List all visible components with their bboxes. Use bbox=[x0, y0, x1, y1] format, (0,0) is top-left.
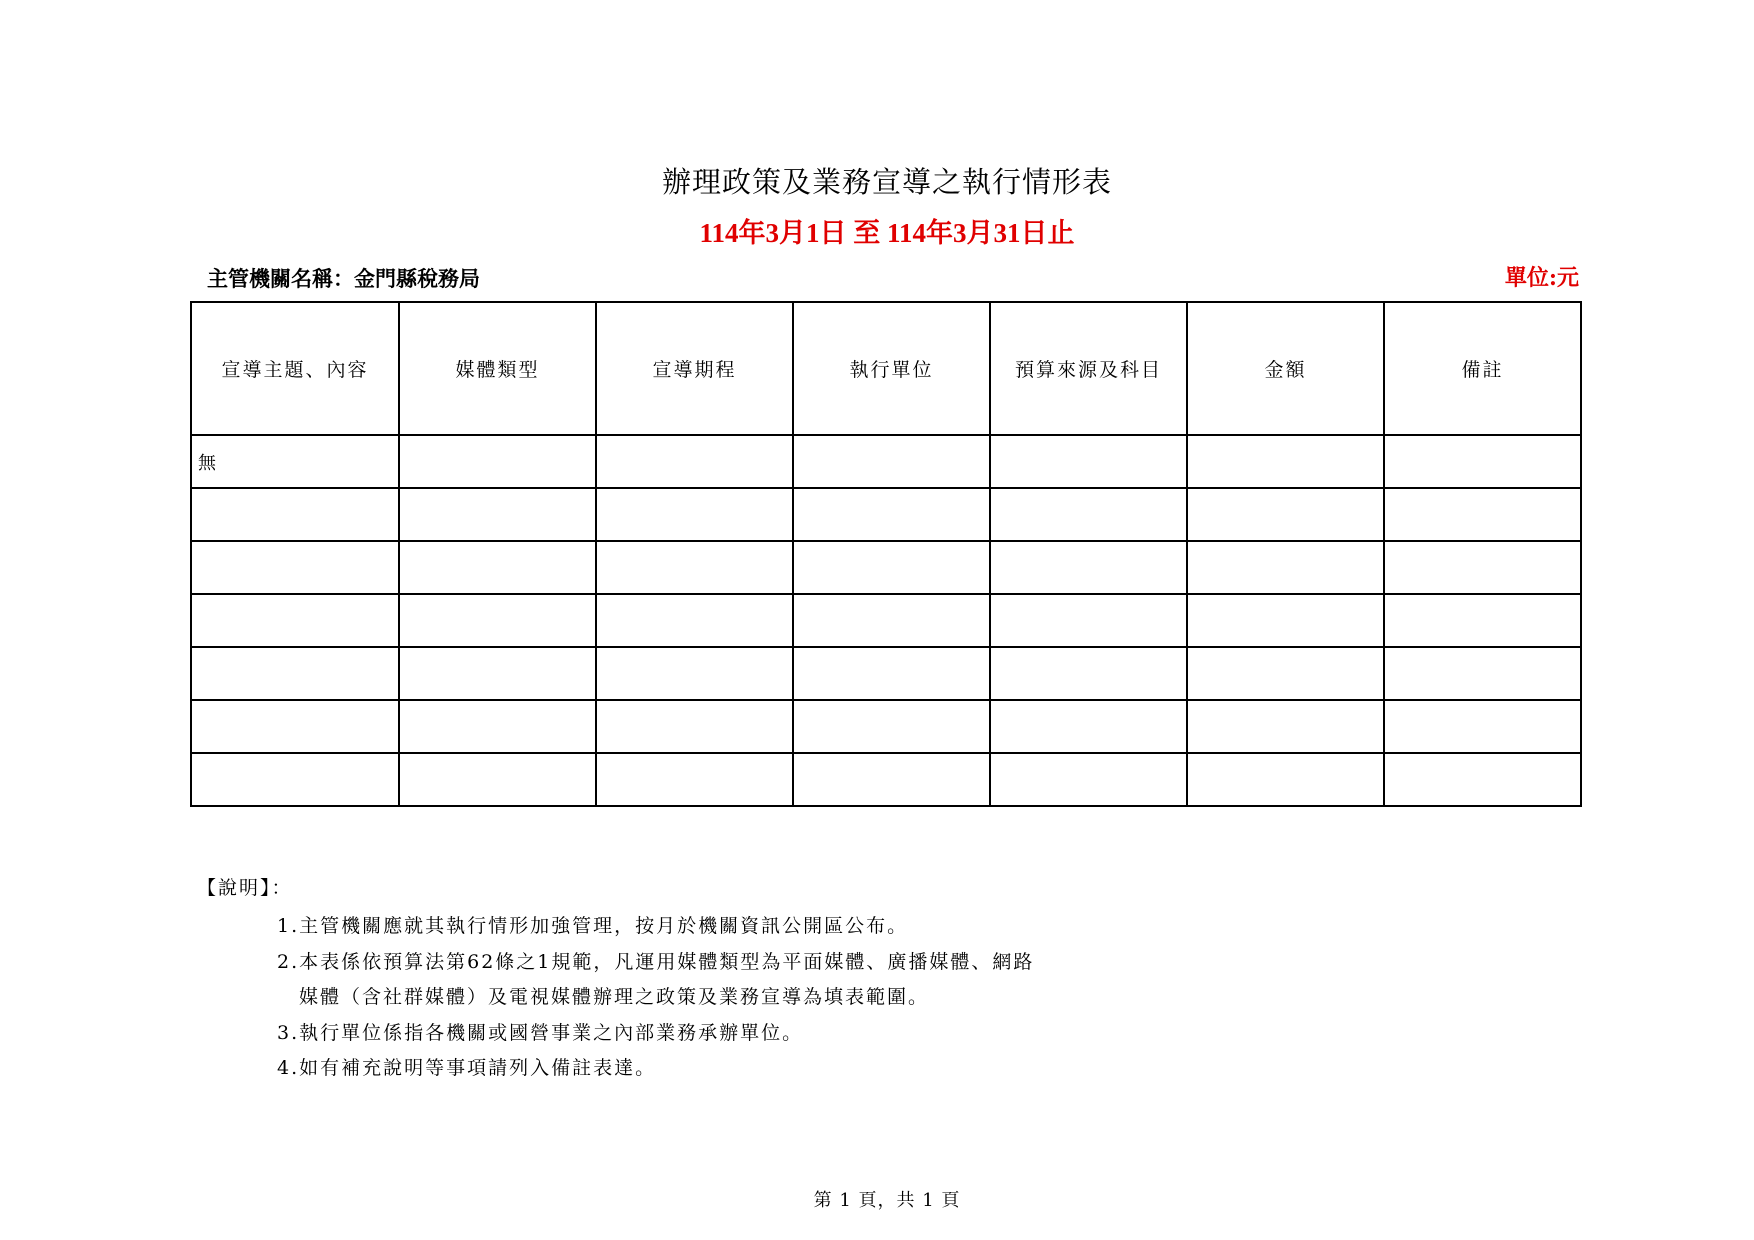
notes-list bbox=[277, 909, 1177, 1087]
table-cell bbox=[1384, 594, 1581, 647]
table-cell bbox=[596, 435, 793, 488]
header-cell: 金額 bbox=[1187, 302, 1384, 435]
agency-name: 主管機關名稱：金門縣稅務局 bbox=[207, 266, 480, 291]
table-cell bbox=[596, 700, 793, 753]
table-row bbox=[191, 488, 1581, 541]
table-cell bbox=[1384, 435, 1581, 488]
table-cell bbox=[793, 594, 990, 647]
table-cell bbox=[1187, 700, 1384, 753]
table-cell bbox=[1187, 753, 1384, 806]
unit-label: 單位:元 bbox=[1504, 265, 1579, 291]
table-cell bbox=[990, 647, 1187, 700]
table-cell bbox=[596, 594, 793, 647]
table-cell bbox=[1187, 541, 1384, 594]
table-cell bbox=[191, 488, 399, 541]
table-row bbox=[191, 700, 1581, 753]
table-cell bbox=[1187, 488, 1384, 541]
table-cell bbox=[399, 700, 596, 753]
table-cell bbox=[191, 594, 399, 647]
document-title: 辦理政策及業務宣導之執行情形表 bbox=[661, 165, 1112, 199]
table-cell bbox=[990, 594, 1187, 647]
table-cell bbox=[990, 753, 1187, 806]
table-cell bbox=[793, 488, 990, 541]
table-cell bbox=[191, 647, 399, 700]
table-row bbox=[191, 594, 1581, 647]
table-row bbox=[191, 541, 1581, 594]
table-cell bbox=[596, 647, 793, 700]
reporting-period: 114年3月1日 至 114年3月31日止 bbox=[699, 218, 1075, 248]
table-cell bbox=[399, 647, 596, 700]
note-item: 2.本表係依預算法第62條之1規範，凡運用媒體類型為平面媒體、廣播媒體、網路 bbox=[277, 950, 1035, 973]
page-footer: 第 1 頁，共 1 頁 bbox=[813, 1190, 961, 1211]
table-cell bbox=[1384, 647, 1581, 700]
header-cell: 宣導主題、內容 bbox=[191, 302, 399, 435]
table-row bbox=[191, 435, 1581, 488]
note-item: 1.主管機關應就其執行情形加強管理，按月於機關資訊公開區公布。 bbox=[277, 915, 909, 937]
table-cell bbox=[793, 700, 990, 753]
notes-section bbox=[197, 873, 1035, 1079]
table-cell bbox=[191, 541, 399, 594]
note-item: 3.執行單位係指各機關或國營事業之內部業務承辦單位。 bbox=[277, 1021, 804, 1044]
table-cell bbox=[191, 700, 399, 753]
table-cell bbox=[990, 541, 1187, 594]
table-cell bbox=[596, 541, 793, 594]
header-cell: 預算來源及科目 bbox=[990, 302, 1187, 435]
table-cell bbox=[1384, 700, 1581, 753]
table-cell bbox=[399, 753, 596, 806]
table-cell bbox=[1187, 435, 1384, 488]
table-header-row bbox=[191, 302, 1581, 435]
table-cell bbox=[1384, 488, 1581, 541]
table-cell bbox=[399, 435, 596, 488]
table-cell bbox=[990, 435, 1187, 488]
table-cell bbox=[596, 753, 793, 806]
note-item: 4.如有補充說明等事項請列入備註表達。 bbox=[277, 1057, 657, 1079]
table-cell bbox=[1384, 753, 1581, 806]
table-cell bbox=[793, 753, 990, 806]
header-cell: 宣導期程 bbox=[596, 302, 793, 435]
table-cell bbox=[990, 700, 1187, 753]
notes-heading: 【說明】： bbox=[197, 877, 293, 899]
table-cell bbox=[1187, 647, 1384, 700]
table-cell bbox=[793, 647, 990, 700]
header-cell: 備註 bbox=[1384, 302, 1581, 435]
header-cell: 媒體類型 bbox=[399, 302, 596, 435]
table-row bbox=[191, 647, 1581, 700]
table-cell bbox=[1187, 594, 1384, 647]
table-cell bbox=[399, 594, 596, 647]
table-cell bbox=[399, 541, 596, 594]
table-cell bbox=[793, 435, 990, 488]
table-cell bbox=[990, 488, 1187, 541]
table-cell bbox=[399, 488, 596, 541]
table-cell bbox=[596, 488, 793, 541]
table-cell bbox=[191, 753, 399, 806]
table-cell: 無 bbox=[191, 435, 399, 488]
header-cell: 執行單位 bbox=[793, 302, 990, 435]
table-row bbox=[191, 753, 1581, 806]
note-item-continuation: 媒體（含社群媒體）及電視媒體辦理之政策及業務宣導為填表範圍。 bbox=[299, 986, 930, 1008]
table-cell bbox=[1384, 541, 1581, 594]
report-table bbox=[190, 301, 1582, 807]
table-cell bbox=[793, 541, 990, 594]
